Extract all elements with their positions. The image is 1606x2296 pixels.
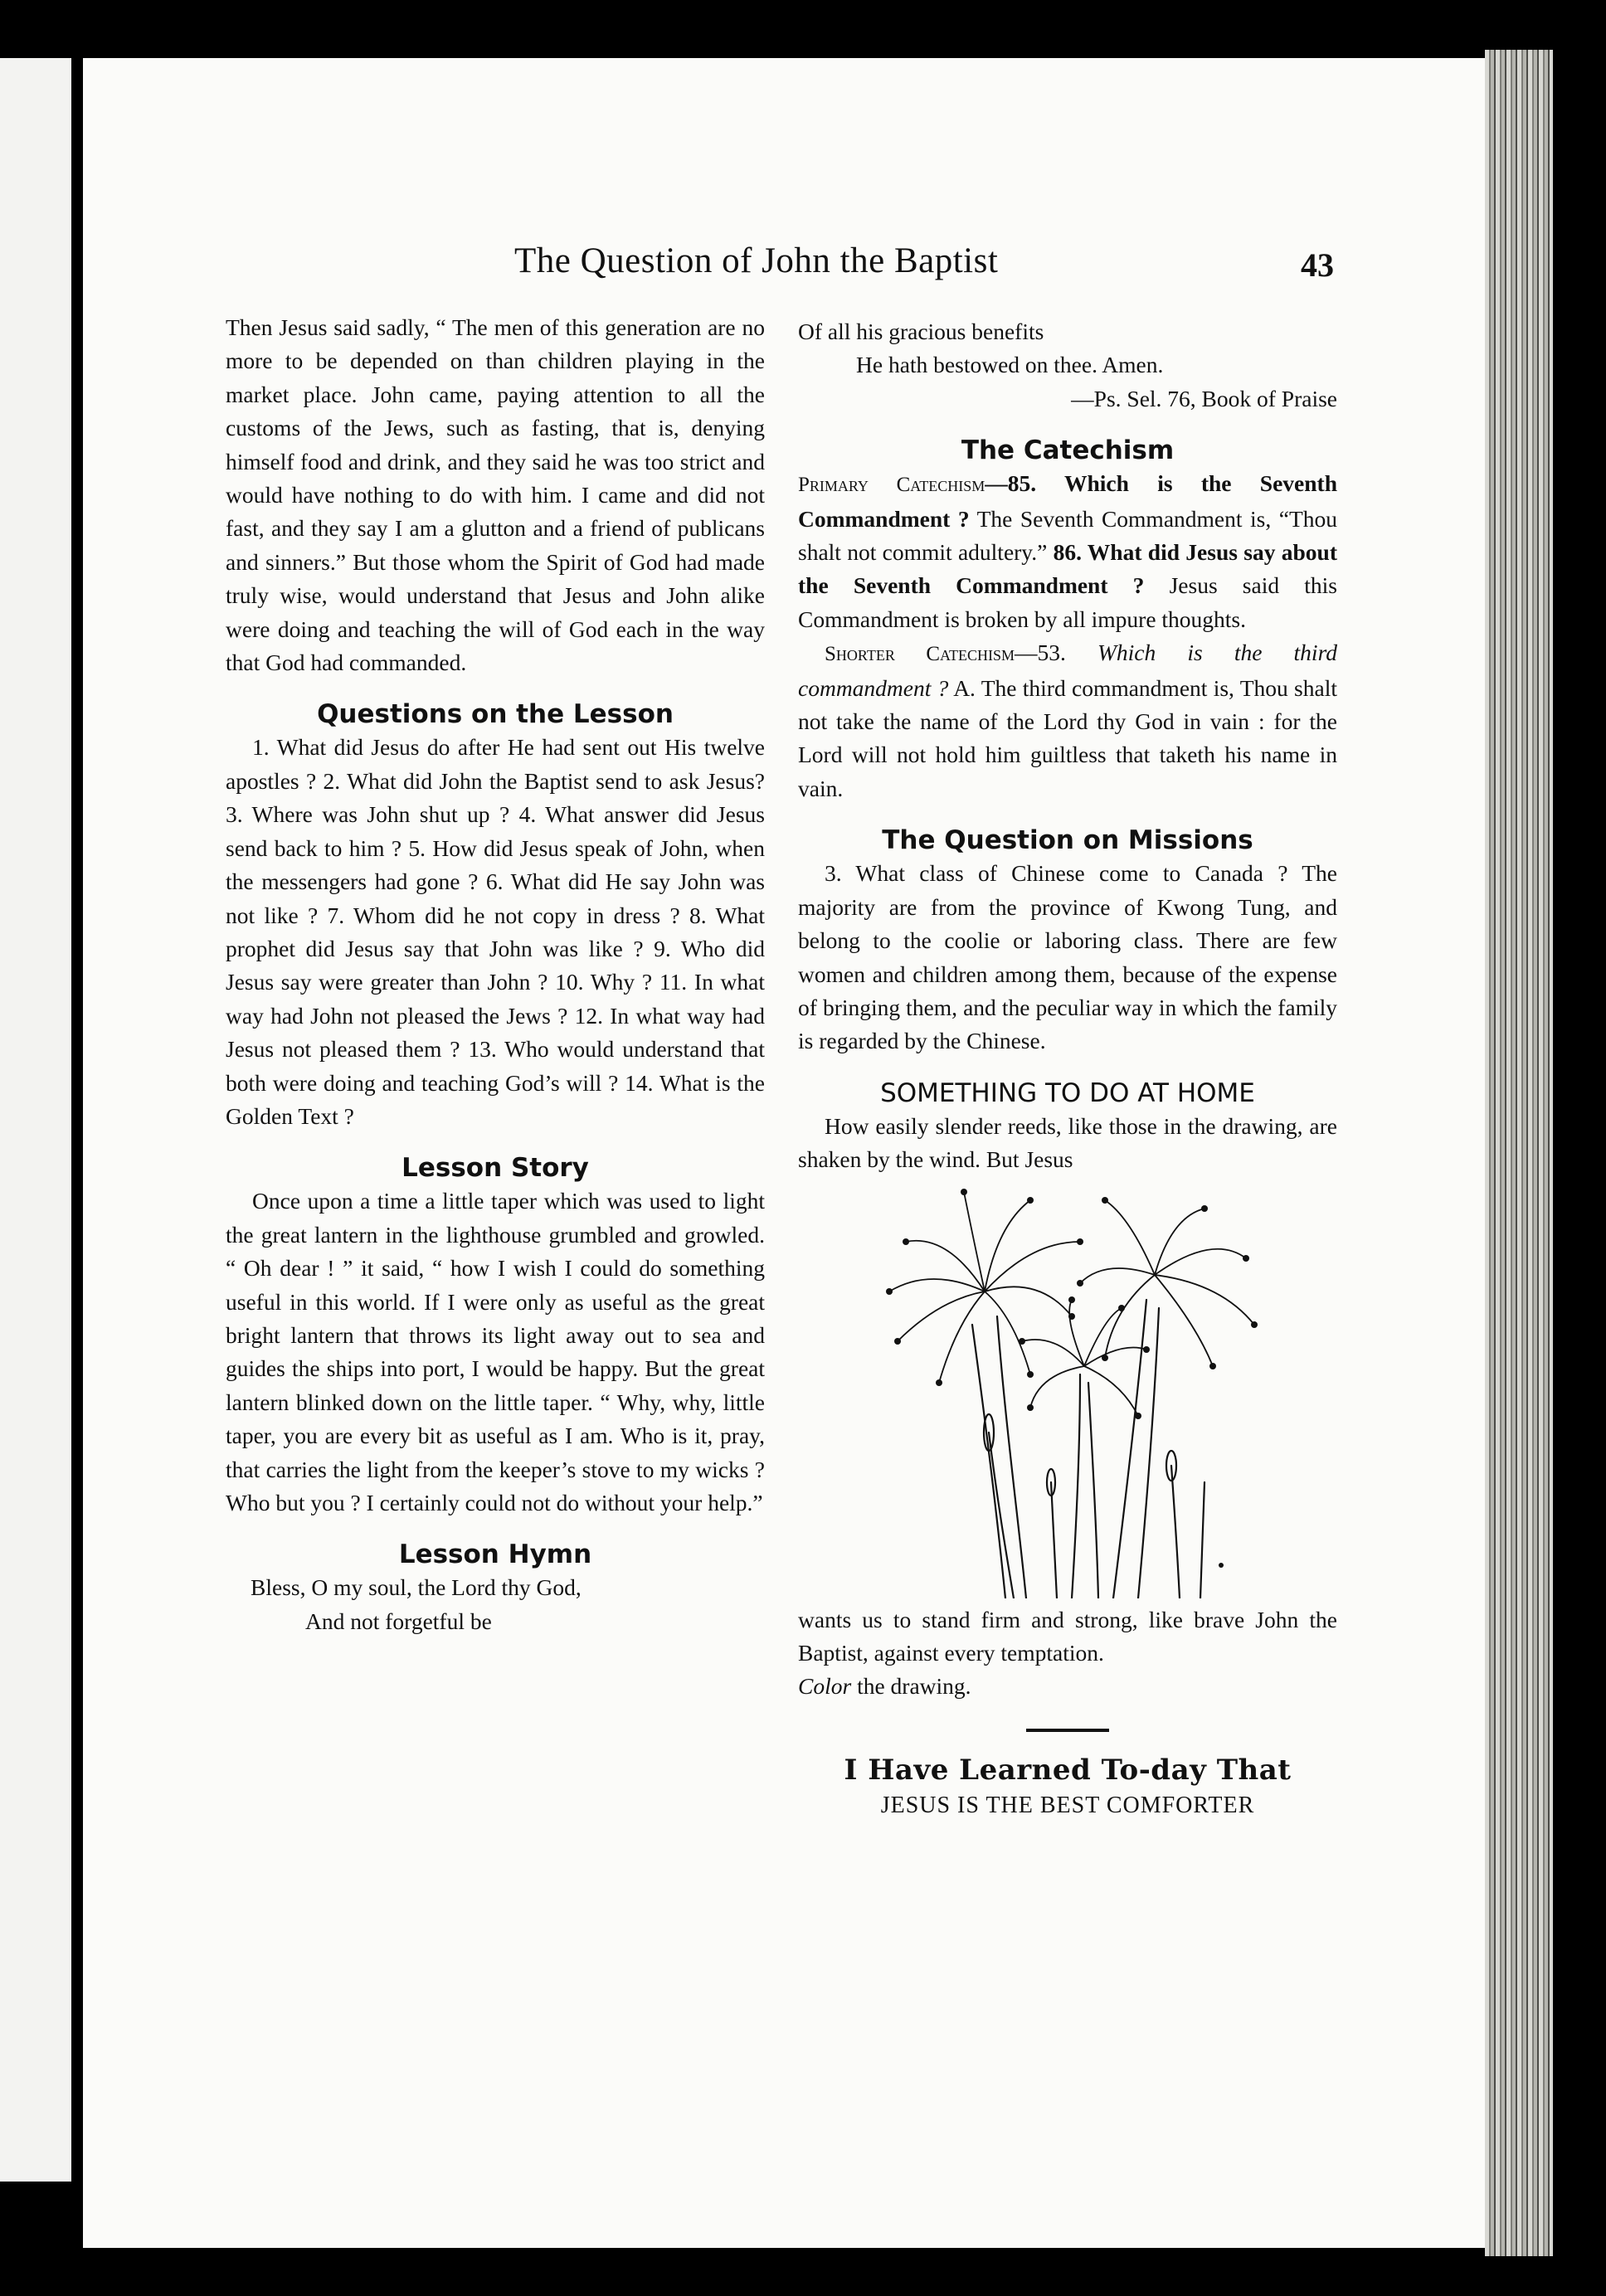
question-86: 86. What did Jesus say about the Seventh Commandment ? xyxy=(798,539,1337,599)
question-85: —85. Which is the Seventh Commandment ? xyxy=(798,470,1337,532)
reeds-drawing xyxy=(873,1184,1263,1598)
shorter-question: Which is the third commandment ? xyxy=(798,640,1338,701)
answer-85: The Seventh Commandment is, “Thou shalt not commit adultery.” xyxy=(798,505,1337,566)
hymn-line: Of all his gracious benefits xyxy=(798,319,1044,344)
shorter-catechism-label: Shorter Catechism xyxy=(825,643,1015,666)
book-spine-edge xyxy=(1485,50,1553,2256)
page-number: 43 xyxy=(1301,246,1334,284)
primary-catechism xyxy=(798,467,1337,636)
shorter-catechism xyxy=(798,636,1337,805)
primary-catechism-label: Primary Catechism xyxy=(798,474,986,497)
lesson-story-text: Once upon a time a little taper which was used to light the great lantern in the lighthouse grumbled and growled. “ Oh dear ! ” it said, “ how I wish I could do something useful in this world. If I were only as useful as the great bright lantern that throws its light away out to sea and guides the ships into port, I would be happy. But the great lantern blinked down on the little taper. “ Why, why, little taper, you are every bit as useful as I am. Who is it, pray, that carries the light from the keeper’s stove to my wicks ? Who but you ? I certainly could not do without your help.” xyxy=(226,1188,765,1515)
narrative-paragraph: Then Jesus said sadly, “ The men of this generation are no more to be depended on than children playing in the market place. John came, paying attention to all the customs of the Jews, such as fasting, that is, denying himself food and drink, and they said he was too strict and would have nothing to do with him. I came and did not fast, and they say I am a glutton and a friend of publicans and sinners.” But those whom the Spirit of God had made truly wise, would understand that Jesus and John alike were doing and teaching the will of God each in the way that God had commanded. xyxy=(226,314,765,676)
missions-text: 3. What class of Chinese come to Canada ? The majority are from the province of Kwong Tung, and belong to the coolie or laboring class. There are few women and children among them, because of the expense of bringing them, and the peculiar way in which the family is regarded by the Chinese. xyxy=(798,860,1337,1054)
lesson-story-heading: Lesson Story xyxy=(402,1153,589,1184)
home-activity-text: How easily slender reeds, like those in the drawing, are shaken by the wind. But Jesus xyxy=(798,1112,1337,1173)
catechism-heading: The Catechism xyxy=(961,435,1175,466)
page-header xyxy=(514,241,1344,299)
color-word: Color xyxy=(798,1673,852,1700)
questions-text: 1. What did Jesus do after He had sent out His twelve apostles ? 2. What did John the Baptist send to ask Jesus? 3. Where was John shut up ? 4. What answer did Jesus send back to him ? 5. How did Jesus speak of John, when the messengers had gone ? 6. What did He say John was not like ? 7. Whom did he not copy in dress ? 8. What prophet did Jesus say that John was like ? 9. Who did Jesus say were greater than John ? 10. Why ? 11. In what way had John not pleased the Jews ? 12. In what way had Jesus not pleased them ? 13. Who would understand that both were doing and teaching God’s will ? 14. What is the Golden Text ? xyxy=(226,734,765,1129)
home-activity-heading: SOMETHING TO DO AT HOME xyxy=(880,1077,1255,1108)
hymn-line: Bless, O my soul, the Lord thy God, xyxy=(251,1574,582,1601)
hymn-attribution: —Ps. Sel. 76, Book of Praise xyxy=(1071,385,1337,411)
answer-86: Jesus said this Commandment is broken by all impure thoughts. xyxy=(798,572,1337,632)
hymn-verse-end xyxy=(798,315,1337,382)
hymn-line: He hath bestowed on thee. Amen. xyxy=(856,352,1164,378)
learned-today-text: JESUS IS THE BEST COMFORTER xyxy=(880,1792,1255,1818)
divider-rule xyxy=(1026,1729,1109,1732)
running-title: The Question of John the Baptist xyxy=(514,241,999,280)
shorter-number: —53. xyxy=(1015,640,1097,666)
lesson-hymn-heading: Lesson Hymn xyxy=(398,1540,592,1570)
facing-page-edge xyxy=(0,58,71,2182)
home-activity-text-continued: wants us to stand firm and strong, like brave John the Baptist, against every temptation. Color the drawing. xyxy=(798,1606,1337,1700)
left-column xyxy=(226,311,765,1638)
learned-today-heading: I Have Learned To-day That xyxy=(844,1753,1292,1787)
questions-heading: Questions on the Lesson xyxy=(317,699,674,730)
missions-heading: The Question on Missions xyxy=(882,825,1253,856)
hymn-line: And not forgetful be xyxy=(305,1608,492,1634)
right-column xyxy=(798,315,1337,1823)
shorter-answer: A. The third commandment is, Thou shalt not take the name of the Lord thy God in vain : for the Lord will not hold him guiltless that taketh his name in vain. xyxy=(798,674,1337,801)
hymn-verse-start xyxy=(226,1571,765,1638)
